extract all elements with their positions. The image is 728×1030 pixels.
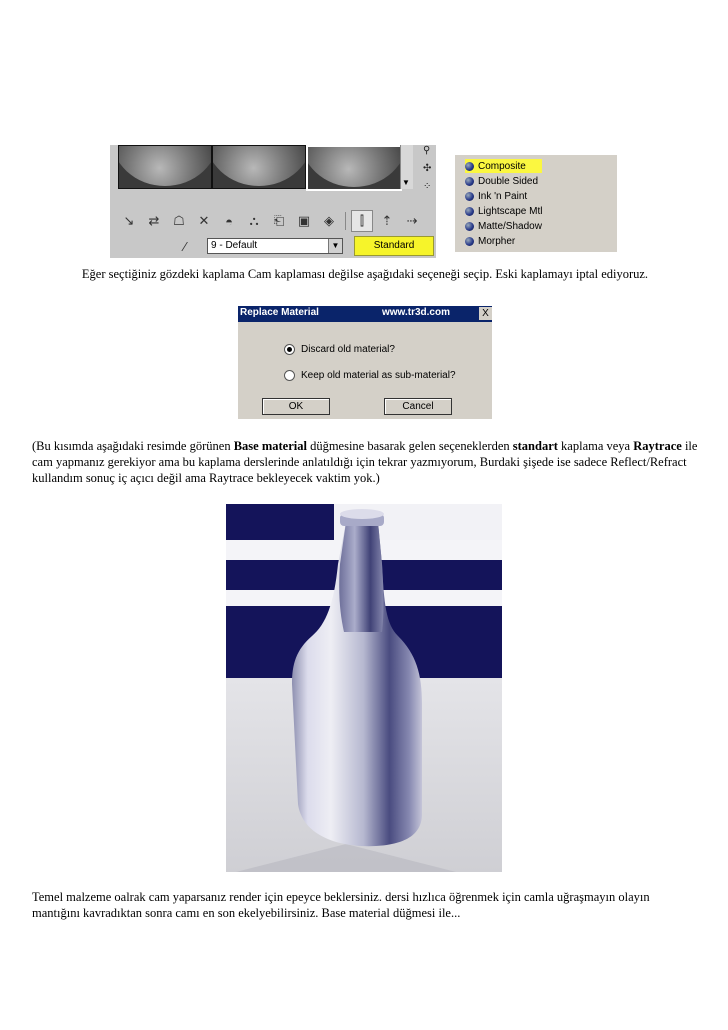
material-ball-icon (465, 177, 474, 186)
radio-selected-icon[interactable] (284, 344, 295, 355)
get-material-icon[interactable]: ↘ (123, 213, 135, 228)
list-item-morpher[interactable] (465, 234, 515, 248)
list-item-label: Ink 'n Paint (478, 190, 528, 202)
go-forward-icon[interactable]: ⇢ (406, 213, 418, 228)
material-slot-selected[interactable] (306, 145, 402, 191)
base-material-term: Base material (233, 439, 307, 453)
slot-scrollbar[interactable] (400, 145, 413, 189)
keep-option[interactable] (284, 370, 456, 381)
put-to-library-icon[interactable]: ⎗ (273, 213, 285, 228)
show-map-icon[interactable]: ◈ (324, 213, 334, 228)
copy-material-icon[interactable]: ◓ (225, 213, 233, 229)
list-item-label: Lightscape Mtl (478, 205, 543, 217)
material-ball-icon (465, 192, 474, 201)
list-item-matte-shadow[interactable] (465, 219, 542, 233)
list-item-label: Matte/Shadow (478, 220, 542, 232)
material-slot[interactable] (212, 145, 306, 189)
dialog-title: Replace Material (240, 307, 319, 318)
show-end-result-icon[interactable]: ⫿ (351, 210, 373, 232)
material-editor-screenshot (110, 145, 436, 258)
cancel-button[interactable]: Cancel (384, 398, 452, 415)
material-slot[interactable] (118, 145, 212, 189)
toolbar-divider (345, 212, 346, 230)
material-ball-icon (465, 222, 474, 231)
watermark-url: www.tr3d.com (382, 307, 450, 318)
discard-option-label: Discard old material? (301, 344, 395, 355)
text-run: ile cam yapmanız gerekiyor ama bu kaplama derslerinde anlatıldığı için tekrar yazmıyorum, Burdaki şişede ise sadece Reflect/Refract kullandım sonuç iç açıcı değil ama Raytrace bekleyecek vaktim yok.) (32, 439, 698, 485)
material-ball-icon (465, 207, 474, 216)
backlight-icon[interactable]: ✣ (423, 163, 432, 174)
pick-material-icon[interactable]: ⁄ (184, 239, 187, 254)
material-effects-channel-icon[interactable]: ▣ (297, 213, 311, 228)
material-ball-icon (465, 162, 474, 171)
text-run: düğmesine basarak gelen seçeneklerden (306, 439, 513, 453)
explanation-paragraph (32, 438, 700, 486)
list-item-ink-n-paint[interactable] (465, 189, 527, 203)
scroll-down-icon: ▼ (402, 178, 410, 187)
material-name-dropdown[interactable] (207, 238, 343, 254)
instruction-paragraph: Eğer seçtiğiniz gözdeki kaplama Cam kaplaması değilse aşağıdaki seçeneği seçip. Eski kaplamayı iptal ediyoruz. (81, 267, 649, 281)
ok-button[interactable]: OK (262, 398, 330, 415)
discard-option[interactable] (284, 344, 395, 355)
closing-paragraph: Temel malzeme oalrak cam yaparsanız render için epeyce beklersiniz. dersi hızlıca öğrenmek için camla uğraşmayın olayın mantığını kavradıktan sonra camı en son ekelyebilirsiniz. Base material düğmesi ile... (32, 890, 650, 920)
put-to-scene-icon[interactable]: ⇄ (148, 213, 160, 228)
replace-material-dialog (238, 306, 492, 419)
close-icon[interactable]: X (479, 307, 492, 320)
assign-material-icon[interactable]: ☖ (173, 213, 185, 228)
material-type-list (455, 155, 617, 252)
make-unique-icon[interactable]: ⛬ (249, 213, 259, 228)
bottle-render-image (226, 504, 502, 872)
list-item-lightscape-mtl[interactable] (465, 204, 542, 218)
background-icon[interactable]: ⁘ (423, 181, 432, 192)
list-item-composite[interactable] (465, 159, 542, 173)
material-type-button[interactable]: Standard (354, 236, 434, 256)
reset-map-icon[interactable]: ✕ (198, 213, 210, 228)
material-name-value: 9 - Default (211, 240, 258, 251)
material-ball-icon (465, 237, 474, 246)
go-to-parent-icon[interactable]: ⇡ (381, 213, 393, 228)
chevron-down-icon: ▼ (328, 239, 342, 253)
keep-option-label: Keep old material as sub-material? (301, 370, 456, 381)
text-run: kaplama veya (557, 439, 634, 453)
sample-type-icon[interactable]: ⚲ (423, 145, 431, 156)
list-item-label: Double Sided (478, 175, 539, 187)
list-item-double-sided[interactable] (465, 174, 538, 188)
standart-term: standart (512, 439, 558, 453)
material-toolbar (110, 209, 436, 233)
radio-icon[interactable] (284, 370, 295, 381)
list-item-label: Composite (478, 160, 526, 172)
text-run: (Bu kısımda aşağıdaki resimde görünen (32, 439, 234, 453)
list-item-label: Morpher (478, 235, 516, 247)
raytrace-term: Raytrace (633, 439, 682, 453)
